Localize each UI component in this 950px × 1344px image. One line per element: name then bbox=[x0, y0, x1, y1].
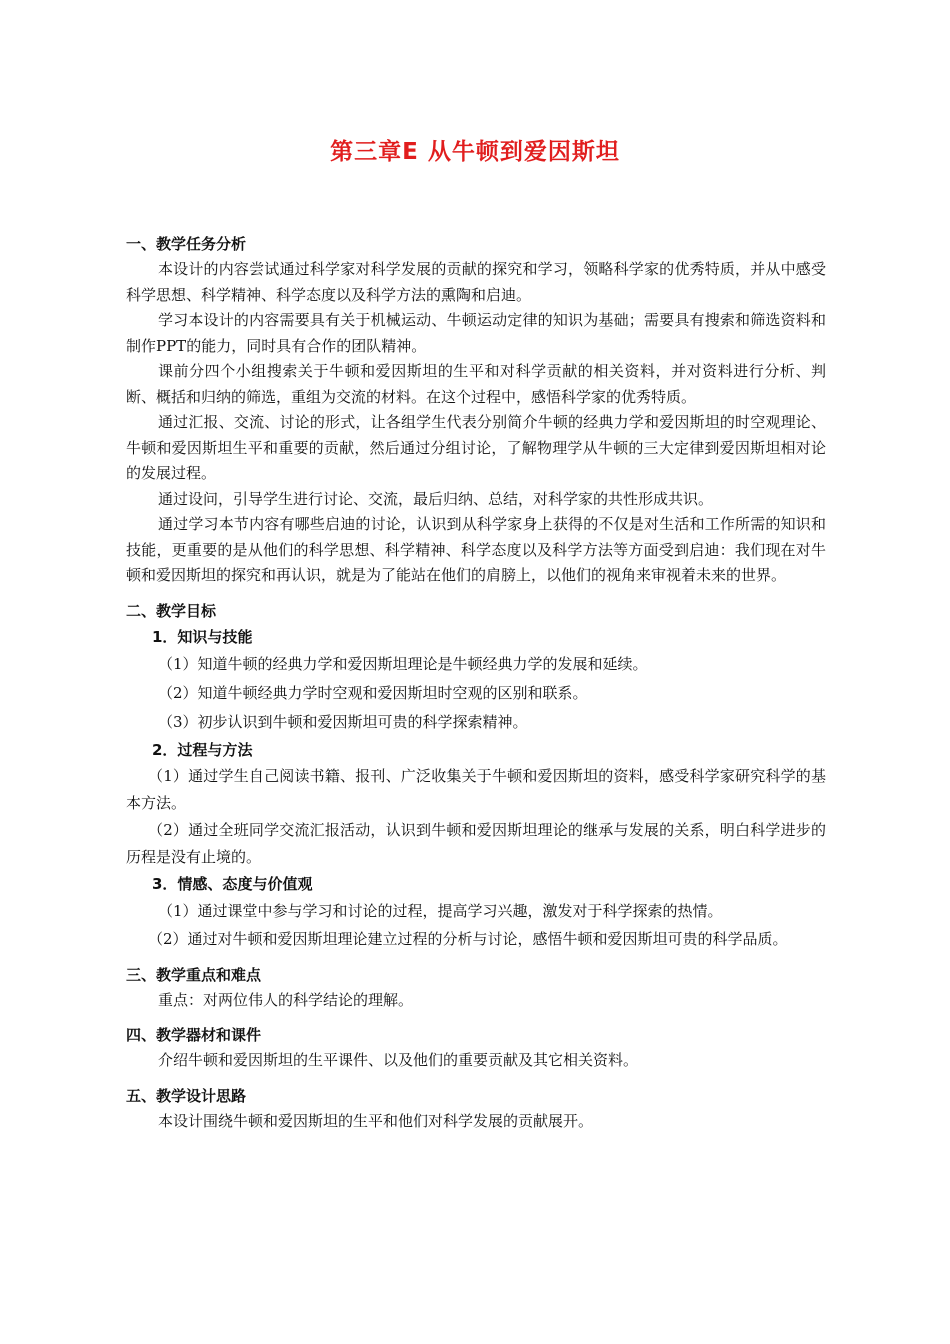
subheading-values: 3．情感、态度与价值观 bbox=[152, 874, 313, 893]
subheading-process-methods: 2．过程与方法 bbox=[152, 740, 253, 759]
paragraph: 通过设问，引导学生进行讨论、交流，最后归纳、总结，对科学家的共性形成共识。 bbox=[158, 489, 714, 508]
paragraph: 通过汇报、交流、讨论的形式，让各组学生代表分别简介牛顿的经典力学和爱因斯坦的时空观理论、牛顿和爱因斯坦生平和重要的贡献，然后通过分组讨论，了解物理学从牛顿的三大定律到爱因斯坦相对论的发展过程。 bbox=[126, 413, 826, 482]
document-body bbox=[126, 232, 826, 1134]
list-item: （1）知道牛顿的经典力学和爱因斯坦理论是牛顿经典力学的发展和延续。 bbox=[158, 654, 648, 673]
subheading-knowledge-skills: 1．知识与技能 bbox=[152, 627, 253, 646]
section-heading-design-ideas: 五、教学设计思路 bbox=[126, 1086, 247, 1105]
section-heading-task-analysis: 一、教学任务分析 bbox=[126, 235, 247, 253]
list-item: （1）通过学生自己阅读书籍、报刊、广泛收集关于牛顿和爱因斯坦的资料，感受科学家研究科学的基本方法。 bbox=[126, 766, 826, 812]
paragraph: 重点：对两位伟人的科学结论的理解。 bbox=[158, 990, 414, 1009]
section-heading-materials: 四、教学器材和课件 bbox=[126, 1026, 262, 1044]
list-item: （1）通过课堂中参与学习和讨论的过程，提高学习兴趣，激发对于科学探索的热情。 bbox=[158, 901, 723, 920]
section-heading-key-points: 三、教学重点和难点 bbox=[126, 965, 262, 984]
document-title: 第三章E 从牛顿到爱因斯坦 bbox=[330, 139, 620, 165]
paragraph: 本设计围绕牛顿和爱因斯坦的生平和他们对科学发展的贡献展开。 bbox=[158, 1111, 594, 1130]
section-heading-objectives: 二、教学目标 bbox=[126, 601, 217, 620]
list-item: （2）知道牛顿经典力学时空观和爱因斯坦时空观的区别和联系。 bbox=[158, 683, 588, 702]
paragraph: 课前分四个小组搜索关于牛顿和爱因斯坦的生平和对科学贡献的相关资料，并对资料进行分析、判断、概括和归纳的筛选，重组为交流的材料。在这个过程中，感悟科学家的优秀特质。 bbox=[126, 362, 826, 406]
paragraph: 通过学习本节内容有哪些启迪的讨论，认识到从科学家身上获得的不仅是对生活和工作所需的知识和技能，更重要的是从他们的科学思想、科学精神、科学态度以及科学方法等方面受到启迪：我们现在对牛顿和爱因斯坦的探究和再认识，就是为了能站在他们的肩膀上，以他们的视角来审视着未来的世界。 bbox=[126, 515, 826, 584]
paragraph: 学习本设计的内容需要具有关于机械运动、牛顿运动定律的知识为基础；需要具有搜索和筛选资料和制作PPT的能力，同时具有合作的团队精神。 bbox=[126, 311, 826, 355]
list-item: （2）通过全班同学交流汇报活动，认识到牛顿和爱因斯坦理论的继承与发展的关系，明白科学进步的历程是没有止境的。 bbox=[126, 820, 826, 866]
paragraph: 本设计的内容尝试通过科学家对科学发展的贡献的探究和学习，领略科学家的优秀特质，并从中感受科学思想、科学精神、科学态度以及科学方法的熏陶和启迪。 bbox=[126, 260, 826, 304]
list-item: （2）通过对牛顿和爱因斯坦理论建立过程的分析与讨论，感悟牛顿和爱因斯坦可贵的科学品质。 bbox=[148, 929, 788, 948]
paragraph: 介绍牛顿和爱因斯坦的生平课件、以及他们的重要贡献及其它相关资料。 bbox=[158, 1051, 639, 1069]
list-item: （3）初步认识到牛顿和爱因斯坦可贵的科学探索精神。 bbox=[158, 712, 528, 731]
